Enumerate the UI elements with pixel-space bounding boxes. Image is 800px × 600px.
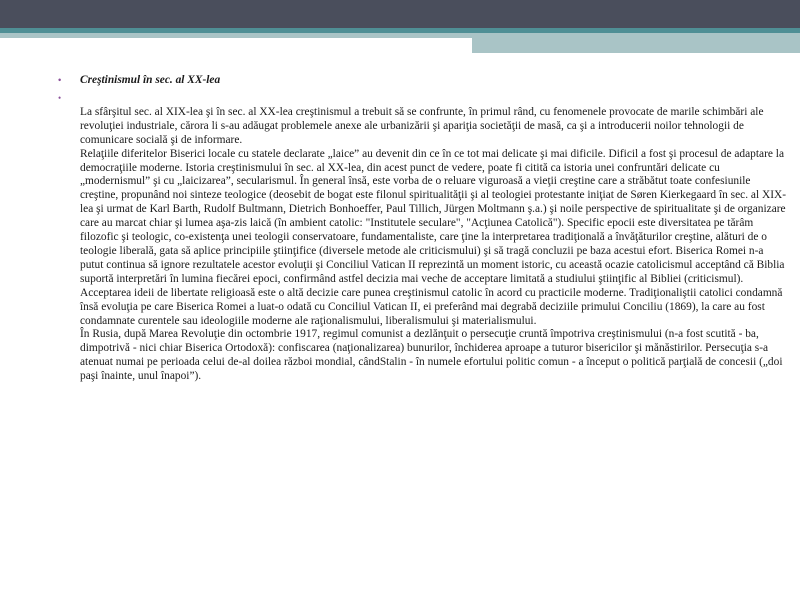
slide-heading: Creştinismul în sec. al XX-lea — [80, 74, 221, 86]
body-paragraph: Relaţiile diferitelor Biserici locale cu statele declarate „laice” au devenit din ce în ce tot mai delicate şi mai dificile. Dificil a fost şi procesul de adaptare la democraţiile moderne. Istoria creştinismului în sec. al XX-lea, din acest punct de vedere, poate fi citită ca istoria unei confruntări delicate cu „modernismul” şi cu „laicizarea”, secularismul. În general însă, este vorba de o reluare viguroasă a vieţii creştine care a străbătut toate confesiunile creştine, propunând noi sinteze teologice (deosebit de bogat este filonul spiritualităţii şi al teologiei protestante iniţiat de Søren Kierkegaard în sec. al XIX-lea şi urmat de Karl Barth, Rudolf Bultmann, Dietrich Bonhoeffer, Paul Tillich, Jürgen Moltmann ş.a.) şi noile perspective de spiritualitate şi de organizare care au marcat chiar şi lumea aşa-zis laică (în ambient catolic: "Institutele seculare", "Acţiunea Catolică"). Specific epocii este diversitatea pe tărâm filozofic şi teologic, co-existenţa unei teologii conservatoare, fundamentaliste, care ţine la interpretarea tradiţională a învăţăturilor creştine, alături de o teologie liberală, gata să aplice principiile ştiinţifice (diversele metode ale criticismului) şi să tragă concluzii pe baza acestui efort. Biserica Romei n-a putut continua să ignore rezultatele acestor evoluţii şi Conciliul Vatican II reprezintă un moment istoric, cu această ocazie catolicismul acceptând că Biblia suportă interpretări în lumina fiecărei epoci, confirmând astfel decizia mai veche de acceptare limitată a studiului ştiinţific al Bibliei (criticismul). Acceptarea ideii de libertate religioasă este o altă decizie care punea creştinismul catolic în acord cu practicile moderne. Tradiţionaliştii catolici condamnă însă evoluţia pe care Biserica Romei a luat-o odată cu Conciliul Vatican II, ei preferând mai degrabă deciziile primului Conciliu (1869), la care au fost condamnate curentele sau ideologiile moderne ale raţionalismului, liberalismului şi materialismului. — [80, 147, 787, 327]
header-dark-band — [0, 0, 800, 28]
bullet-item-heading — [58, 74, 788, 88]
body-paragraph: La sfârşitul sec. al XIX-lea şi în sec. al XX-lea creştinismul a trebuit să se confrunte, în primul rând, cu fenomenele provocate de marile schimbări ale revoluţiei industriale, cărora li s-au adăugat problemele anexe ale urbanizării şi apariţia societăţii de masă, ca şi a introducerii noilor tehnologii de comunicare socială şi de informare. — [80, 105, 764, 146]
header-light-block-right — [472, 33, 800, 53]
bullet-item-body — [58, 92, 788, 384]
header-light-stripe-left — [0, 33, 472, 38]
body-paragraph: În Rusia, după Marea Revoluţie din octombrie 1917, regimul comunist a dezlănţuit o persecuţie cruntă împotriva creştinismului (n-a fost scutită - ba, dimpotrivă - nici chiar Biserica Ortodoxă): confiscarea (naţionalizarea) bunurilor, închiderea aproape a tuturor bisericilor şi mănăstirilor. Persecuţia s-a atenuat numai pe perioada celui de-al doilea război mondial, cândStalin - în numele efortului politic comun - a început o politică parţială de concesii („doi paşi înainte, unul înapoi”). — [80, 328, 783, 383]
slide-content — [58, 74, 788, 384]
bullet-dot-icon: • — [58, 75, 62, 85]
bullet-dot-icon: • — [58, 92, 62, 103]
